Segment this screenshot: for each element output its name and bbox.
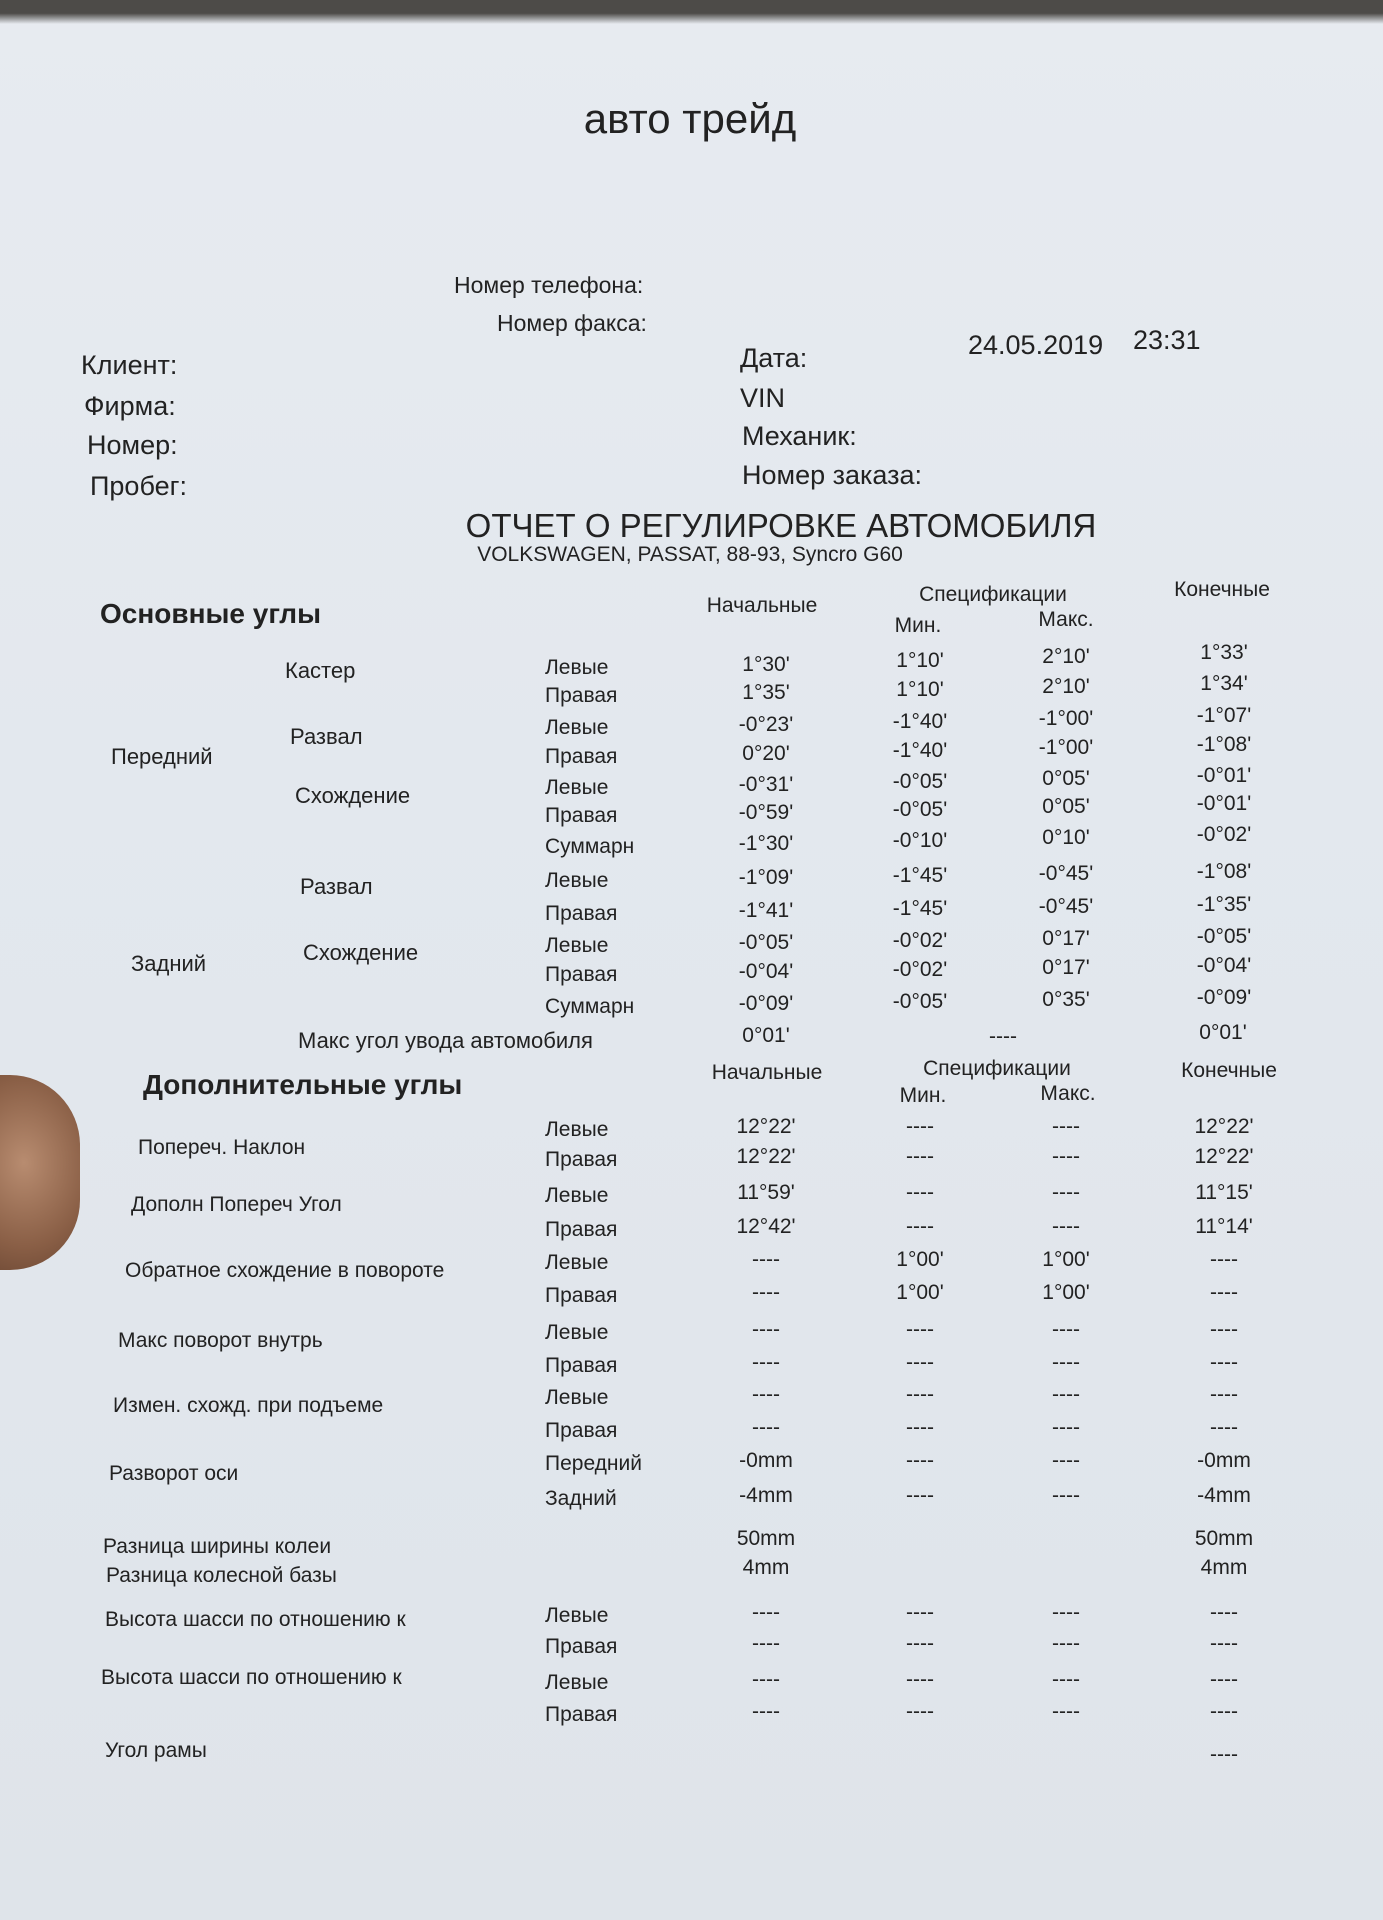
extra-row-final-value: 11°14' [1195, 1215, 1253, 1238]
main-row-final-value: -1°08' [1196, 860, 1252, 883]
extra-row-min-value: ---- [906, 1351, 934, 1374]
holding-thumb [0, 1075, 80, 1270]
main-row-side-label: Левые [545, 869, 609, 892]
extra-row-initial-value: ---- [752, 1281, 780, 1304]
main-row-max-value: -1°00' [1038, 707, 1094, 730]
main-col-max: Макс. [1038, 608, 1094, 631]
extra-col-spec: Спецификации [923, 1057, 1071, 1080]
extra-row-initial-value: ---- [752, 1632, 780, 1655]
extra-row-side-label: Левые [545, 1604, 609, 1627]
main-row-side-label: Правая [545, 963, 618, 986]
extra-row-max-value: ---- [1052, 1416, 1080, 1439]
extra-row-min-value: 1°00' [896, 1281, 944, 1304]
extra-row-final-value: ---- [1210, 1668, 1238, 1691]
extra-row-initial-value: ---- [752, 1668, 780, 1691]
item-label-ride-height-2: Высота шасси по отношению к [101, 1666, 402, 1689]
extra-row-initial-value: 12°22' [736, 1145, 796, 1168]
group-label-camber-front: Развал [290, 724, 363, 749]
phone-label: Номер телефона: [454, 272, 644, 298]
extra-row-side-label: Правая [545, 1284, 618, 1307]
extra-row-initial-value: ---- [752, 1248, 780, 1271]
extra-row-initial-value: ---- [752, 1601, 780, 1624]
extra-row-max-value: ---- [1052, 1115, 1080, 1138]
extra-row-initial-value: 12°42' [736, 1215, 796, 1238]
main-row-min-value: -1°40' [892, 739, 948, 762]
item-label-wheelbase-diff: Разница колесной базы [106, 1564, 337, 1587]
axle-label-front: Передний [111, 744, 213, 769]
main-row-final-value: -0°05' [1196, 925, 1252, 948]
main-row-max-value: 0°05' [1042, 795, 1090, 818]
extra-row-min-value: ---- [906, 1668, 934, 1691]
main-row-initial-value: -0°04' [738, 960, 794, 983]
main-row-side-label: Левые [545, 776, 609, 799]
main-row-final-value: -1°08' [1196, 733, 1252, 756]
extra-row-min-value: ---- [906, 1181, 934, 1204]
extra-row-initial-value: ---- [752, 1318, 780, 1341]
extra-row-side-label: Левые [545, 1251, 609, 1274]
item-label-included-angle: Дополн Попереч Угол [131, 1193, 342, 1216]
extra-row-max-value: ---- [1052, 1318, 1080, 1341]
extra-row-max-value: 1°00' [1042, 1248, 1090, 1271]
extra-row-side-label: Левые [545, 1321, 609, 1344]
main-row-initial-value: -0°59' [738, 801, 794, 824]
main-row-final-value: -0°01' [1196, 792, 1252, 815]
extra-row-min-value: ---- [906, 1383, 934, 1406]
main-row-max-value: -0°45' [1038, 895, 1094, 918]
extra-row-max-value: ---- [1052, 1484, 1080, 1507]
number-label: Номер: [87, 430, 178, 460]
main-row-max-value: 0°35' [1042, 988, 1090, 1011]
fax-label: Номер факса: [497, 310, 647, 336]
extra-row-min-value: 1°00' [896, 1248, 944, 1271]
main-col-final: Конечные [1174, 578, 1270, 601]
extra-row-min-value: ---- [906, 1115, 934, 1138]
extra-row-final-value: ---- [1210, 1248, 1238, 1271]
extra-row-initial-value: 4mm [742, 1556, 790, 1579]
main-row-min-value: -1°45' [892, 864, 948, 887]
extra-row-initial-value: 50mm [736, 1527, 796, 1550]
vin-label: VIN [740, 383, 786, 413]
main-row-side-label: Правая [545, 902, 618, 925]
extra-row-initial-value: ---- [752, 1416, 780, 1439]
mileage-label: Пробег: [90, 471, 187, 501]
extra-row-side-label: Задний [545, 1487, 617, 1510]
extra-row-max-value: ---- [1052, 1700, 1080, 1723]
main-row-initial-value: -0°09' [738, 992, 794, 1015]
vehicle-subtitle: VOLKSWAGEN, PASSAT, 88-93, Syncro G60 [477, 543, 903, 566]
extra-row-initial-value: -4mm [739, 1484, 793, 1507]
thrust-final: 0°01' [1199, 1021, 1247, 1044]
extra-row-side-label: Правая [545, 1419, 618, 1442]
extra-col-initial: Начальные [711, 1061, 823, 1084]
extra-row-min-value: ---- [906, 1700, 934, 1723]
extra-row-initial-value: -0mm [739, 1449, 793, 1472]
main-row-max-value: 0°10' [1042, 826, 1090, 849]
extra-row-final-value: ---- [1210, 1416, 1238, 1439]
main-row-side-label: Суммарн [545, 835, 635, 858]
extra-row-max-value: ---- [1052, 1601, 1080, 1624]
time-value: 23:31 [1133, 325, 1201, 355]
extra-row-side-label: Правая [545, 1354, 618, 1377]
extra-row-side-label: Передний [545, 1452, 642, 1475]
report-title: ОТЧЕТ О РЕГУЛИРОВКЕ АВТОМОБИЛЯ [465, 507, 1097, 544]
main-row-initial-value: -1°41' [738, 899, 794, 922]
item-label-kpi: Попереч. Наклон [138, 1136, 306, 1159]
extra-row-side-label: Правая [545, 1218, 618, 1241]
extra-row-min-value: ---- [906, 1449, 934, 1472]
extra-row-min-value: ---- [906, 1416, 934, 1439]
item-label-ride-height-1: Высота шасси по отношению к [105, 1608, 406, 1631]
main-row-max-value: -0°45' [1038, 862, 1094, 885]
main-row-min-value: -0°02' [892, 929, 948, 952]
main-row-max-value: 2°10' [1042, 675, 1090, 698]
extra-row-final-value: 50mm [1194, 1527, 1254, 1550]
extra-row-final-value: ---- [1210, 1601, 1238, 1624]
extra-row-side-label: Левые [545, 1386, 609, 1409]
extra-row-final-value: -4mm [1197, 1484, 1251, 1507]
extra-row-max-value: 1°00' [1042, 1281, 1090, 1304]
main-row-initial-value: -0°05' [738, 931, 794, 954]
extra-row-final-value: ---- [1210, 1281, 1238, 1304]
date-label: Дата: [740, 343, 808, 373]
main-row-side-label: Правая [545, 804, 618, 827]
main-row-final-value: -1°35' [1196, 893, 1252, 916]
extra-row-side-label: Левые [545, 1118, 609, 1141]
extra-row-final-value: ---- [1210, 1318, 1238, 1341]
main-row-min-value: -0°05' [892, 798, 948, 821]
item-label-max-turn: Макс поворот внутрь [118, 1329, 323, 1352]
extra-row-max-value: ---- [1052, 1181, 1080, 1204]
item-label-frame-angle: Угол рамы [105, 1739, 207, 1762]
extra-row-final-value: 12°22' [1194, 1145, 1254, 1168]
extra-row-max-value: ---- [1052, 1145, 1080, 1168]
thrust-initial: 0°01' [742, 1024, 790, 1047]
extra-row-initial-value: ---- [752, 1383, 780, 1406]
main-row-final-value: -1°07' [1196, 704, 1252, 727]
main-row-initial-value: -0°31' [738, 773, 794, 796]
extra-row-max-value: ---- [1052, 1215, 1080, 1238]
background-shadow [0, 0, 1383, 24]
extra-row-final-value: ---- [1210, 1700, 1238, 1723]
extra-row-final-value: 4mm [1200, 1556, 1248, 1579]
company-name: авто трейд [583, 95, 797, 142]
extra-row-side-label: Левые [545, 1184, 609, 1207]
item-label-toe-out-on-turns: Обратное схождение в повороте [125, 1259, 445, 1282]
extra-row-min-value: ---- [906, 1484, 934, 1507]
main-row-final-value: -0°02' [1196, 823, 1252, 846]
extra-row-min-value: ---- [906, 1145, 934, 1168]
extra-row-final-value: ---- [1210, 1383, 1238, 1406]
main-row-max-value: 2°10' [1042, 645, 1090, 668]
main-row-final-value: -0°01' [1196, 764, 1252, 787]
extra-angles-heading: Дополнительные углы [143, 1069, 463, 1100]
extra-row-max-value: ---- [1052, 1449, 1080, 1472]
main-row-final-value: 1°33' [1200, 641, 1248, 664]
group-label-caster: Кастер [285, 658, 356, 683]
date-value: 24.05.2019 [968, 330, 1104, 360]
extra-col-final: Конечные [1181, 1059, 1277, 1082]
extra-row-initial-value: ---- [752, 1700, 780, 1723]
main-row-min-value: -1°40' [892, 710, 948, 733]
extra-col-min: Мин. [899, 1084, 947, 1107]
mechanic-label: Механик: [742, 421, 857, 451]
main-row-side-label: Левые [545, 656, 609, 679]
firm-label: Фирма: [84, 391, 176, 421]
group-label-camber-rear: Развал [300, 874, 373, 899]
axle-label-rear: Задний [131, 951, 207, 976]
main-row-final-value: -0°09' [1196, 986, 1252, 1009]
main-row-min-value: -0°10' [892, 829, 948, 852]
main-row-side-label: Левые [545, 716, 609, 739]
main-angles-heading: Основные углы [100, 598, 321, 629]
main-row-final-value: 1°34' [1200, 672, 1248, 695]
client-label: Клиент: [81, 350, 178, 380]
main-col-initial: Начальные [706, 594, 818, 617]
extra-row-final-value: ---- [1210, 1632, 1238, 1655]
main-row-max-value: 0°17' [1042, 956, 1090, 979]
group-label-toe-rear: Схождение [303, 940, 419, 965]
main-row-side-label: Левые [545, 934, 609, 957]
main-row-min-value: -0°02' [892, 958, 948, 981]
extra-row-final-value: ---- [1210, 1351, 1238, 1374]
extra-row-final-value: ---- [1210, 1743, 1238, 1766]
main-row-initial-value: 0°20' [742, 742, 790, 765]
main-row-side-label: Правая [545, 684, 618, 707]
extra-row-min-value: ---- [906, 1601, 934, 1624]
extra-row-side-label: Правая [545, 1635, 618, 1658]
item-label-toe-change: Измен. схожд. при подъеме [113, 1394, 384, 1417]
extra-row-side-label: Правая [545, 1703, 618, 1726]
extra-row-max-value: ---- [1052, 1383, 1080, 1406]
main-row-max-value: 0°05' [1042, 767, 1090, 790]
extra-row-min-value: ---- [906, 1632, 934, 1655]
main-row-min-value: -1°45' [892, 897, 948, 920]
main-row-initial-value: 1°35' [742, 681, 790, 704]
main-row-min-value: -0°05' [892, 770, 948, 793]
extra-row-max-value: ---- [1052, 1632, 1080, 1655]
main-row-initial-value: 1°30' [742, 653, 790, 676]
thrust-spec: ---- [989, 1025, 1017, 1048]
extra-col-max: Макс. [1040, 1082, 1096, 1105]
order-number-label: Номер заказа: [742, 460, 923, 490]
main-row-max-value: -1°00' [1038, 736, 1094, 759]
main-row-side-label: Суммарн [545, 995, 635, 1018]
main-row-initial-value: -1°30' [738, 832, 794, 855]
main-row-min-value: 1°10' [896, 678, 944, 701]
extra-row-max-value: ---- [1052, 1351, 1080, 1374]
extra-row-final-value: 12°22' [1194, 1115, 1254, 1138]
extra-row-min-value: ---- [906, 1318, 934, 1341]
extra-row-side-label: Левые [545, 1671, 609, 1694]
extra-row-initial-value: ---- [752, 1351, 780, 1374]
extra-row-final-value: 11°15' [1195, 1181, 1253, 1204]
extra-row-initial-value: 12°22' [736, 1115, 796, 1138]
extra-row-side-label: Правая [545, 1148, 618, 1171]
item-label-track-width-diff: Разница ширины колеи [103, 1535, 332, 1558]
item-label-axle-offset: Разворот оси [109, 1462, 239, 1485]
group-label-toe-front: Схождение [295, 783, 411, 808]
main-row-initial-value: -1°09' [738, 866, 794, 889]
extra-row-min-value: ---- [906, 1215, 934, 1238]
main-row-min-value: 1°10' [896, 649, 944, 672]
extra-row-max-value: ---- [1052, 1668, 1080, 1691]
extra-row-initial-value: 11°59' [737, 1181, 795, 1204]
extra-row-final-value: -0mm [1197, 1449, 1251, 1472]
main-row-final-value: -0°04' [1196, 954, 1252, 977]
main-col-min: Мин. [894, 614, 942, 637]
main-row-initial-value: -0°23' [738, 713, 794, 736]
thrust-angle-label: Макс угол увода автомобиля [298, 1028, 593, 1053]
main-row-min-value: -0°05' [892, 990, 948, 1013]
main-col-spec: Спецификации [919, 583, 1067, 606]
main-row-max-value: 0°17' [1042, 927, 1090, 950]
main-row-side-label: Правая [545, 745, 618, 768]
